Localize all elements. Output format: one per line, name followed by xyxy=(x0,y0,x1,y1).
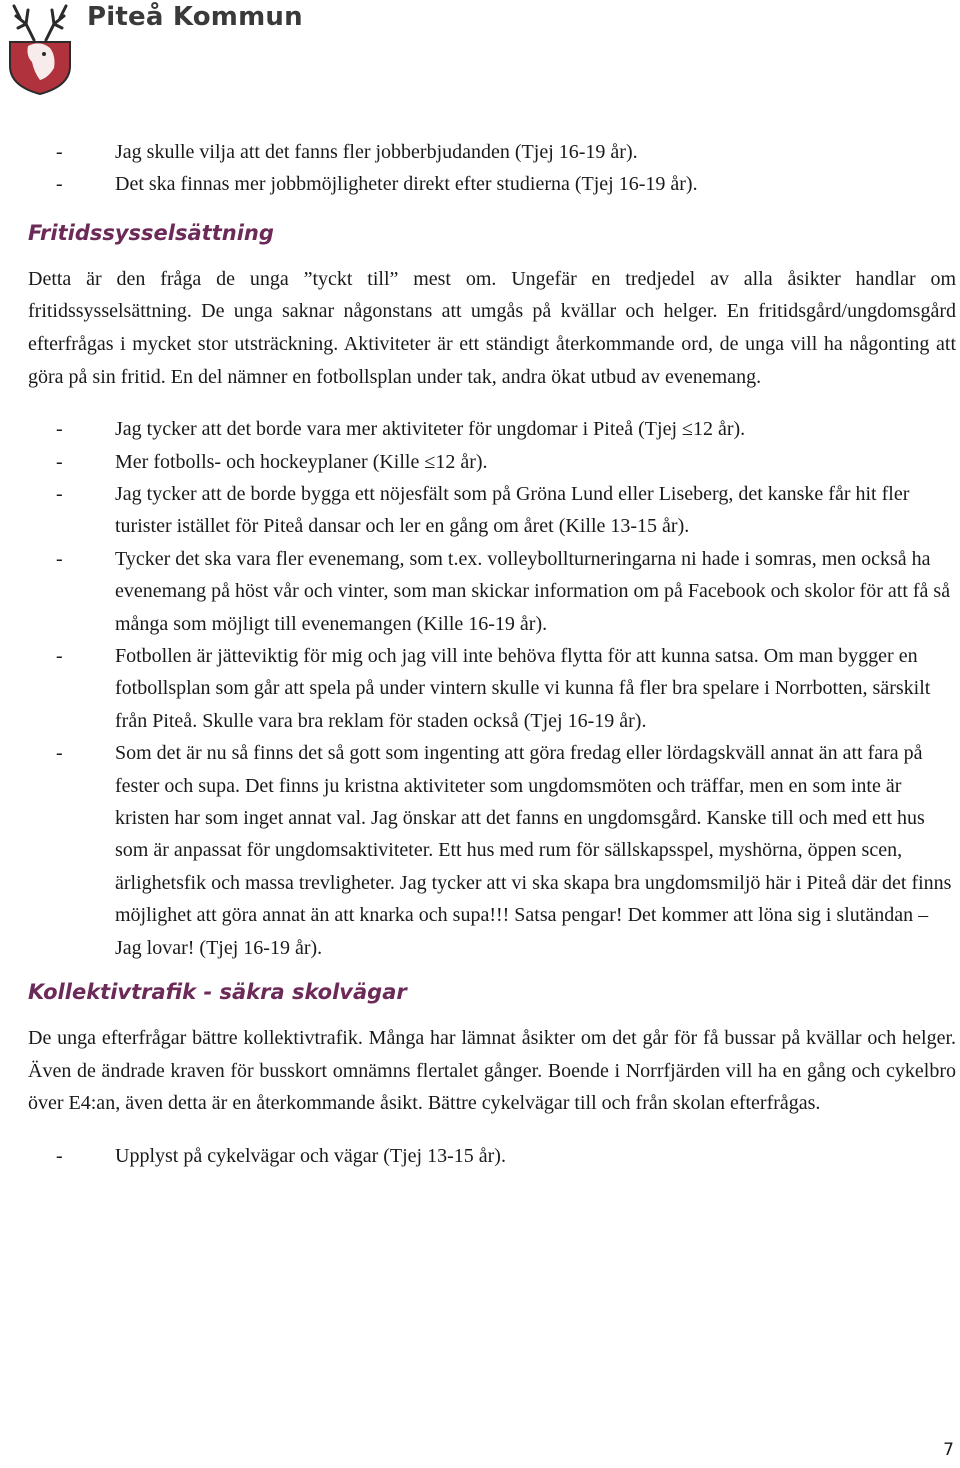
quote-list-kollektivtrafik xyxy=(28,1140,956,1172)
list-item xyxy=(28,446,956,478)
list-item xyxy=(28,737,956,964)
list-item-text: Som det är nu så finns det så gott som ingenting att göra fredag eller lördagskväll annat än att fara på fester och supa. Det finns ju kristna aktiviteter som ungdomsmöten och träffar, men en som inte är kristen har som inget annat val. Jag önskar att det fanns en ungdomsgård. Kanske till och med ett hus som är anpassat för ungdomsaktiviteter. Ett hus med rum för sällskapsspel, myshörna, öppen scen, ärlighetsfik och massa trevligheter. Jag tycker att vi ska skapa bra ungdomsmiljö här i Piteå där det finns möjlighet att göra annat än att knarka och supa!!! Satsa pengar! Det kommer att löna sig i slutändan – Jag lovar! (Tjej 16-19 år). xyxy=(115,742,952,959)
quote-list-1 xyxy=(28,136,956,201)
dash-bullet: - xyxy=(56,645,63,668)
list-item xyxy=(28,543,956,640)
reindeer-crest-logo-icon xyxy=(4,0,76,96)
list-item xyxy=(28,640,956,737)
quote-list-fritid xyxy=(28,413,956,964)
page-header xyxy=(0,0,960,100)
list-item xyxy=(28,478,956,543)
list-item-text: Upplyst på cykelvägar och vägar (Tjej 13-15 år). xyxy=(115,1144,506,1167)
list-item-text: Tycker det ska vara fler evenemang, som t.ex. volleybollturneringarna ni hade i somras, men också ha evenemang på höst vår och vinter, som man skickar information om på Facebook och skolor för att få så många som möjligt till evenemangen (Kille 16-19 år). xyxy=(115,547,951,635)
list-item xyxy=(28,413,956,445)
list-item-text: Jag tycker att de borde bygga ett nöjesfält som på Gröna Lund eller Liseberg, det kanske får hit fler turister istället för Piteå dansar och ler en gång om året (Kille 13-15 år). xyxy=(115,483,910,538)
dash-bullet: - xyxy=(56,418,63,441)
dash-bullet: - xyxy=(56,173,63,196)
dash-bullet: - xyxy=(56,450,63,473)
list-item-text: Jag tycker att det borde vara mer aktiviteter för ungdomar i Piteå (Tjej ≤12 år). xyxy=(115,418,746,441)
dash-bullet: - xyxy=(56,742,63,765)
list-item xyxy=(28,1140,956,1172)
section-paragraph-kollektivtrafik: De unga efterfrågar bättre kollektivtrafik. Många har lämnat åsikter om det går för få bussar på kvällar och helger. Även de ändrade kraven för busskort omnämns flertalet gånger. Boende i Norrfjärden vill ha en gång och cykelbro över E4:an, även detta är en återkommande åsikt. Bättre cykelvägar till och från skolan efterfrågas. xyxy=(28,1027,956,1115)
list-item-text: Det ska finnas mer jobbmöjligheter direkt efter studierna (Tjej 16-19 år). xyxy=(115,173,698,196)
dash-bullet: - xyxy=(56,141,63,163)
section-paragraph-fritid: Detta är den fråga de unga ”tyckt till” mest om. Ungefär en tredjedel av alla åsikter handlar om fritidssysselsättning. De unga saknar någonstans att umgås på kvällar och helger. En fritidsgård/ungdomsgård efterfrågas i mycket stor utsträckning. Aktiviteter är ett ständigt återkommande ord, de unga vill ha någonting att göra på sin fritid. En del nämner en fotbollsplan under tak, andra ökat utbud av evenemang. xyxy=(28,267,956,388)
section-heading-kollektivtrafik: Kollektivtrafik - säkra skolvägar xyxy=(28,980,407,1005)
list-item xyxy=(28,168,956,200)
list-item xyxy=(28,136,956,168)
list-item-text: Jag skulle vilja att det fanns fler jobberbjudanden (Tjej 16-19 år). xyxy=(115,141,638,163)
list-item-text: Mer fotbolls- och hockeyplaner (Kille ≤12 år). xyxy=(115,450,488,473)
document-body xyxy=(28,136,956,1172)
dash-bullet: - xyxy=(56,483,63,505)
dash-bullet: - xyxy=(56,547,63,570)
page-number: 7 xyxy=(943,1440,954,1460)
list-item-text: Fotbollen är jätteviktig för mig och jag vill inte behöva flytta för att kunna satsa. Om man bygger en fotbollsplan som går att spela på under vintern skulle vi kunna få fler bra spelare i Norrbotten, särskilt från Piteå. Skulle vara bra reklam för staden också (Tjej 16-19 år). xyxy=(115,645,931,732)
dash-bullet: - xyxy=(56,1144,63,1167)
brand-name: Piteå Kommun xyxy=(87,2,303,32)
section-heading-fritid: Fritidssysselsättning xyxy=(28,220,274,245)
